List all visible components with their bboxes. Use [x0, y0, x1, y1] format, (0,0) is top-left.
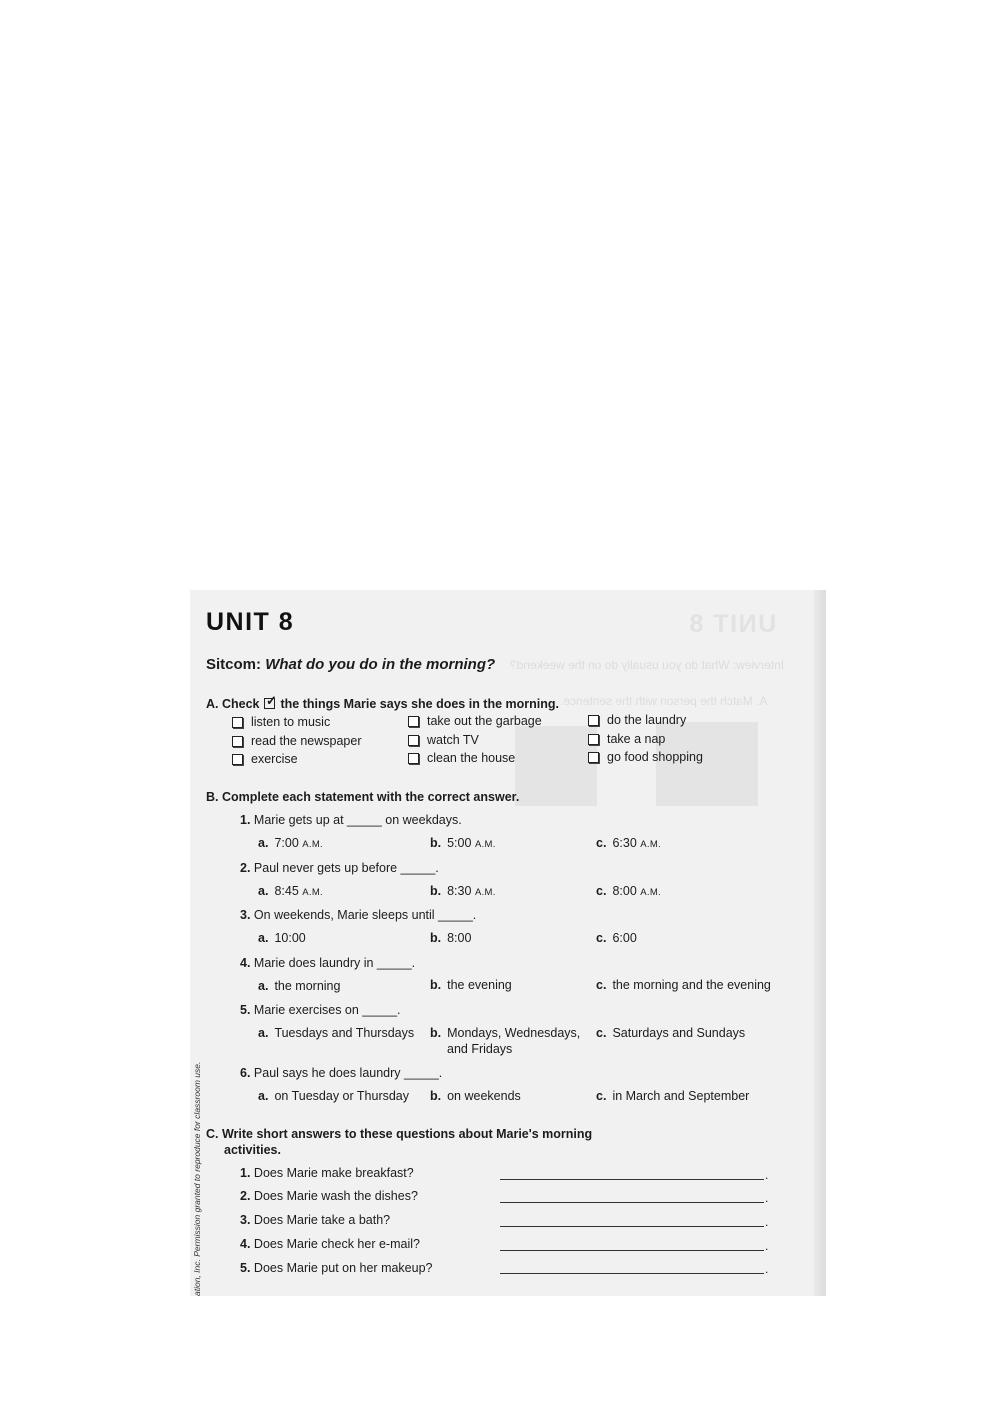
option-text: 8:00 — [612, 884, 637, 898]
checkbox-label: read the newspaper — [251, 734, 362, 748]
answer-option-a[interactable] — [258, 1026, 414, 1040]
option-letter: b. — [430, 931, 442, 945]
option-letter: c. — [596, 884, 607, 898]
answer-option-a[interactable] — [258, 884, 323, 898]
checkbox-item[interactable] — [408, 751, 515, 765]
section-a-heading — [206, 693, 559, 711]
question-stem — [240, 861, 439, 875]
period-mark: . — [765, 1262, 769, 1276]
option-suffix: A.M. — [640, 887, 661, 898]
option-text: 8:30 — [447, 884, 472, 898]
question-stem — [240, 1066, 442, 1080]
option-letter: c. — [596, 1089, 607, 1103]
sitcom-question: What do you do in the morning? — [265, 656, 496, 673]
question-number: 3. — [240, 908, 251, 922]
checkbox-icon[interactable] — [232, 754, 243, 765]
checkbox-item[interactable] — [588, 750, 703, 764]
option-text: 7:00 — [274, 836, 299, 850]
answer-option-b[interactable] — [430, 1089, 521, 1103]
answer-option-b[interactable] — [430, 1026, 580, 1040]
checkmark-box-icon: ✓ — [265, 693, 277, 708]
option-text: 8:45 — [274, 884, 299, 898]
checkbox-label: listen to music — [251, 715, 331, 729]
answer-option-c[interactable] — [596, 978, 771, 992]
option-text: 6:30 — [612, 836, 637, 850]
option-text: 6:00 — [612, 931, 637, 945]
option-text: 5:00 — [447, 836, 472, 850]
copyright-side-note: ation, Inc. Permission granted to reproduce for classroom use. — [192, 1061, 202, 1296]
checkbox-item[interactable] — [232, 715, 330, 729]
option-text: Tuesdays and Thursdays — [274, 1026, 415, 1040]
option-letter: c. — [596, 978, 607, 992]
option-letter: c. — [596, 836, 607, 850]
question-stem — [240, 813, 462, 827]
checkbox-icon[interactable] — [232, 717, 243, 728]
checkbox-icon[interactable] — [232, 736, 243, 747]
question-text: Marie gets up at _____ on weekdays. — [253, 813, 462, 827]
period-mark: . — [765, 1215, 769, 1229]
question-text: Marie exercises on _____. — [253, 1003, 401, 1017]
answer-option-b[interactable] — [430, 978, 512, 992]
option-suffix: A.M. — [302, 887, 323, 898]
period-mark: . — [765, 1191, 769, 1205]
option-letter: a. — [258, 931, 269, 945]
question-number: 1. — [240, 1166, 251, 1180]
question-text: Does Marie make breakfast? — [253, 1166, 414, 1180]
option-letter: a. — [258, 1026, 269, 1040]
section-b-heading: B. Complete each statement with the correct answer. — [206, 790, 520, 804]
checkbox-label: watch TV — [427, 733, 479, 747]
option-text: the morning — [274, 979, 341, 993]
short-answer-question — [240, 1237, 420, 1251]
answer-line[interactable] — [500, 1202, 764, 1203]
ghost-line: Interview: What do you usually do on the weekend? — [510, 658, 785, 672]
checkbox-label: take out the garbage — [427, 714, 542, 728]
option-suffix: A.M. — [302, 839, 323, 850]
section-a-heading-end: the things Marie says she does in the morning. — [280, 697, 559, 711]
answer-option-b[interactable] — [430, 884, 496, 898]
answer-option-c[interactable] — [596, 1026, 745, 1040]
option-letter: b. — [430, 978, 442, 992]
question-text: Does Marie take a bath? — [253, 1213, 391, 1227]
checkbox-item[interactable] — [232, 752, 298, 766]
answer-option-b[interactable] — [430, 931, 471, 945]
checkbox-icon[interactable] — [588, 752, 599, 763]
question-stem — [240, 1003, 401, 1017]
question-number: 4. — [240, 956, 251, 970]
short-answer-question — [240, 1166, 414, 1180]
ghost-line: A. Match the person with the sentence. — [560, 694, 768, 708]
checkbox-label: take a nap — [607, 732, 666, 746]
question-text: Does Marie put on her makeup? — [253, 1261, 433, 1275]
option-letter: b. — [430, 884, 442, 898]
checkbox-item[interactable] — [232, 734, 362, 748]
ghost-unit-title: UNIT 8 — [688, 610, 777, 638]
answer-option-c[interactable] — [596, 884, 661, 898]
answer-option-c[interactable] — [596, 836, 661, 850]
question-text: Does Marie wash the dishes? — [253, 1189, 418, 1203]
answer-option-a[interactable] — [258, 931, 306, 945]
checkbox-icon[interactable] — [408, 753, 419, 764]
option-letter: a. — [258, 1089, 269, 1103]
question-number: 4. — [240, 1237, 251, 1251]
option-text: Saturdays and Sundays — [612, 1026, 746, 1040]
question-text: Paul never gets up before _____. — [253, 861, 439, 875]
question-stem — [240, 956, 415, 970]
checkbox-item[interactable] — [408, 733, 479, 747]
checkbox-icon[interactable] — [408, 735, 419, 746]
ghost-photo — [656, 722, 758, 806]
answer-option-b[interactable] — [430, 836, 496, 850]
answer-line[interactable] — [500, 1250, 764, 1251]
checkbox-label: go food shopping — [607, 750, 703, 764]
question-number: 5. — [240, 1003, 251, 1017]
answer-line[interactable] — [500, 1179, 764, 1180]
option-text: 10:00 — [274, 931, 306, 945]
answer-option-a[interactable] — [258, 836, 323, 850]
answer-option-c[interactable] — [596, 931, 637, 945]
worksheet-page — [190, 590, 826, 1296]
question-number: 1. — [240, 813, 251, 827]
page-edge-shadow — [814, 590, 826, 1296]
checkbox-label: exercise — [251, 752, 298, 766]
answer-option-c[interactable] — [596, 1089, 749, 1103]
question-number: 5. — [240, 1261, 251, 1275]
option-suffix: A.M. — [474, 839, 496, 850]
option-text: in March and September — [612, 1089, 750, 1103]
section-a-heading-start: A. Check — [206, 697, 260, 711]
ghost-photo — [515, 726, 597, 806]
question-text: On weekends, Marie sleeps until _____. — [253, 908, 477, 922]
option-text: 8:00 — [447, 931, 472, 945]
question-text: Paul says he does laundry _____. — [253, 1066, 443, 1080]
option-letter: b. — [430, 1026, 442, 1040]
option-text: Mondays, Wednesdays, — [447, 1026, 581, 1040]
option-letter: b. — [430, 1089, 442, 1103]
checkbox-label: clean the house — [427, 751, 516, 765]
answer-line[interactable] — [500, 1226, 764, 1227]
option-text: on weekends — [447, 1089, 521, 1103]
checkbox-item[interactable] — [588, 713, 686, 727]
question-text: Does Marie check her e-mail? — [253, 1237, 420, 1251]
option-letter: c. — [596, 931, 607, 945]
sitcom-label: Sitcom: — [206, 656, 262, 673]
unit-title: UNIT 8 — [206, 608, 295, 636]
short-answer-question — [240, 1261, 433, 1275]
option-letter: a. — [258, 979, 269, 993]
question-number: 2. — [240, 1189, 251, 1203]
sitcom-heading — [206, 656, 495, 673]
option-letter: a. — [258, 836, 269, 850]
answer-option-a[interactable] — [258, 979, 340, 993]
period-mark: . — [765, 1168, 769, 1182]
checkbox-icon[interactable] — [588, 734, 599, 745]
section-c-heading-cont: activities. — [224, 1143, 281, 1157]
option-letter: c. — [596, 1026, 607, 1040]
short-answer-question — [240, 1213, 390, 1227]
question-text: Marie does laundry in _____. — [253, 956, 416, 970]
period-mark: . — [765, 1239, 769, 1253]
option-text: on Tuesday or Thursday — [274, 1089, 410, 1103]
answer-option-b-continued: and Fridays — [447, 1042, 513, 1056]
checkbox-icon[interactable] — [588, 715, 599, 726]
answer-option-a[interactable] — [258, 1089, 409, 1103]
checkbox-icon[interactable] — [408, 716, 419, 727]
question-number: 6. — [240, 1066, 251, 1080]
short-answer-question — [240, 1189, 418, 1203]
option-letter: b. — [430, 836, 442, 850]
option-suffix: A.M. — [640, 839, 661, 850]
question-stem — [240, 908, 476, 922]
question-number: 3. — [240, 1213, 251, 1227]
option-letter: a. — [258, 884, 269, 898]
question-number: 2. — [240, 861, 251, 875]
checkbox-label: do the laundry — [607, 713, 687, 727]
section-c-heading: C. Write short answers to these questions about Marie's morning — [206, 1127, 593, 1141]
option-text: the evening — [447, 978, 512, 992]
option-suffix: A.M. — [474, 887, 496, 898]
answer-line[interactable] — [500, 1273, 764, 1274]
option-text: the morning and the evening — [612, 978, 771, 992]
checkbox-item[interactable] — [408, 714, 542, 728]
checkbox-item[interactable] — [588, 732, 665, 746]
